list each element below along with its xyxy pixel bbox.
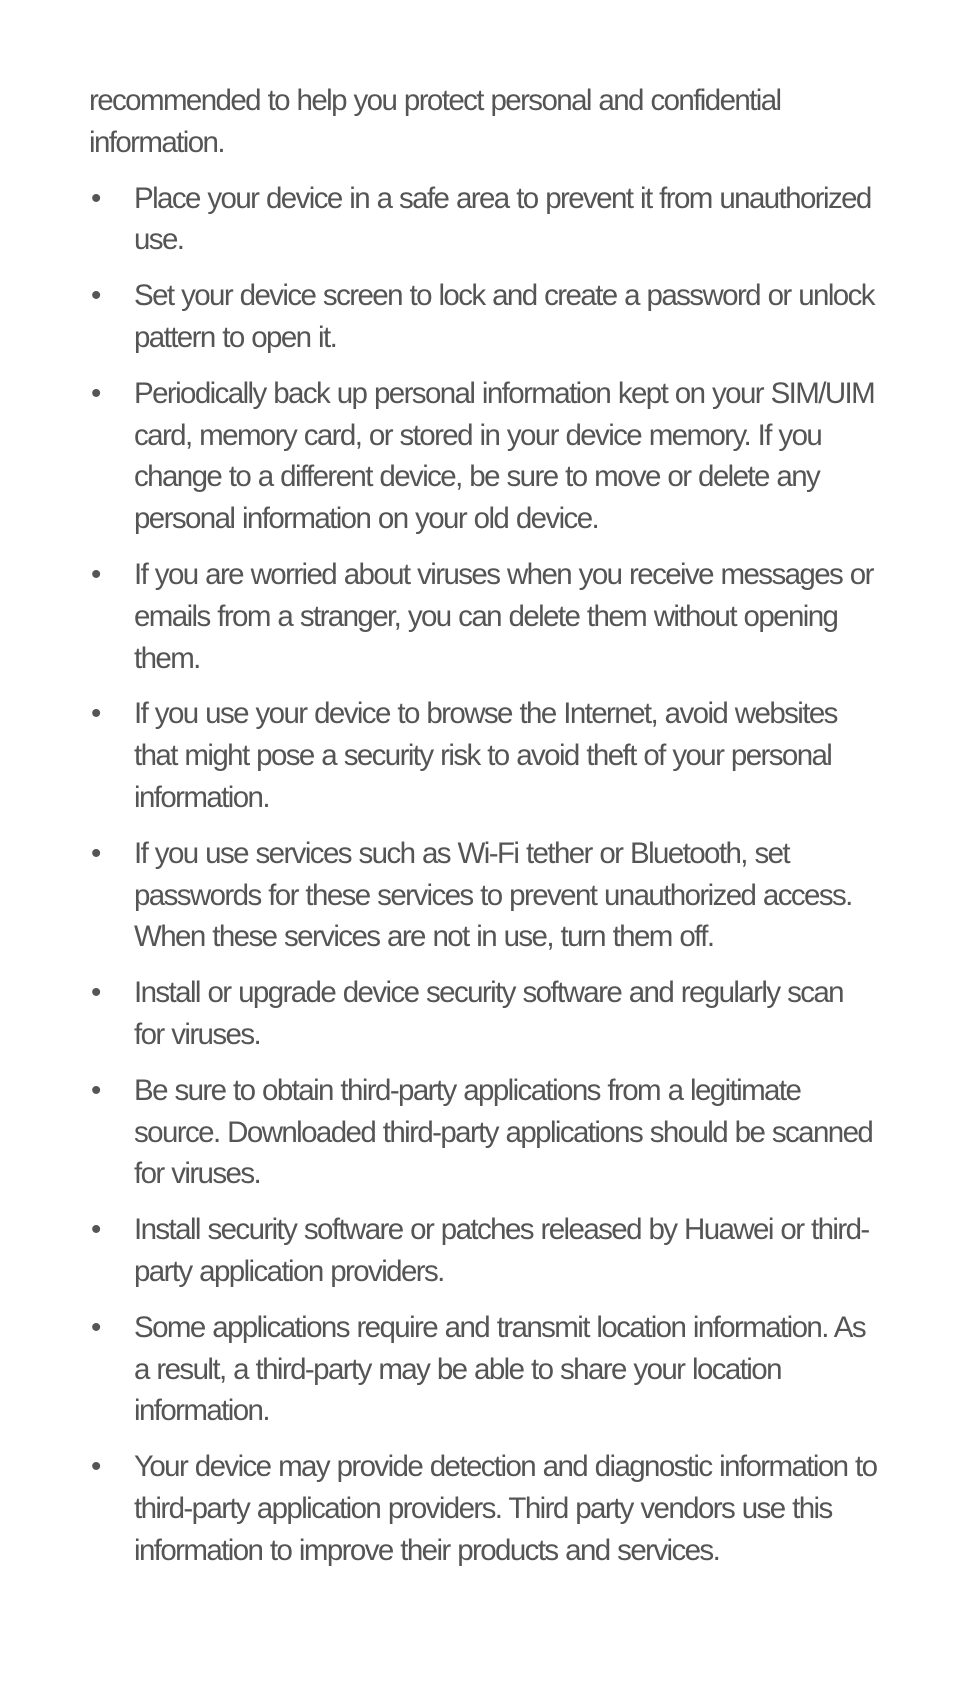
tip-text: Your device may provide detection and diagnostic information to third-party application providers. Third party vendors use this information to improve their products and services. xyxy=(134,1450,877,1567)
bullet-icon: • xyxy=(91,279,102,313)
tip-text: Install or upgrade device security software and regularly scan for viruses. xyxy=(134,976,843,1051)
list-item xyxy=(89,1070,879,1195)
list-item xyxy=(89,373,879,540)
bullet-icon: • xyxy=(91,376,102,410)
list-item xyxy=(89,554,879,679)
list-item xyxy=(89,693,879,818)
bullet-icon: • xyxy=(91,1450,102,1484)
bullet-icon: • xyxy=(91,1213,102,1247)
intro-paragraph: recommended to help you protect personal and confidential information. xyxy=(89,84,781,159)
tip-text: Periodically back up personal information kept on your SIM/UIM card, memory card, or stored in your device memory. If you change to a different device, be sure to move or delete any personal information on your old device. xyxy=(134,376,875,536)
tip-text: If you are worried about viruses when you receive messages or emails from a stranger, you can delete them without opening them. xyxy=(134,557,873,675)
document-page xyxy=(89,80,879,1586)
list-item xyxy=(89,1446,879,1571)
tip-text: Install security software or patches released by Huawei or third-party application providers. xyxy=(134,1213,869,1288)
tip-text: Some applications require and transmit location information. As a result, a third-party may be able to share your location information. xyxy=(134,1310,865,1428)
list-item xyxy=(89,178,879,262)
list-item xyxy=(89,1209,879,1293)
tip-text: Be sure to obtain third-party applications from a legitimate source. Downloaded third-party applications should be scanned for viruses. xyxy=(134,1073,873,1191)
list-item xyxy=(89,1307,879,1432)
bullet-icon: • xyxy=(91,1073,102,1107)
security-tips-list xyxy=(89,178,879,1572)
list-item xyxy=(89,275,879,359)
bullet-icon: • xyxy=(91,181,102,215)
tip-text: Place your device in a safe area to prevent it from unauthorized use. xyxy=(134,181,871,257)
tip-text: Set your device screen to lock and create a password or unlock pattern to open it. xyxy=(134,279,874,354)
bullet-icon: • xyxy=(91,557,102,591)
tip-text: If you use services such as Wi-Fi tether or Bluetooth, set passwords for these services to prevent unauthorized access. When these services are not in use, turn them off. xyxy=(134,836,852,954)
list-item xyxy=(89,972,879,1056)
tip-text: If you use your device to browse the Internet, avoid websites that might pose a security risk to avoid theft of your personal information. xyxy=(134,697,837,814)
bullet-icon: • xyxy=(91,976,102,1010)
list-item xyxy=(89,833,879,958)
bullet-icon: • xyxy=(91,836,102,870)
bullet-icon: • xyxy=(91,1310,102,1344)
bullet-icon: • xyxy=(91,697,102,731)
